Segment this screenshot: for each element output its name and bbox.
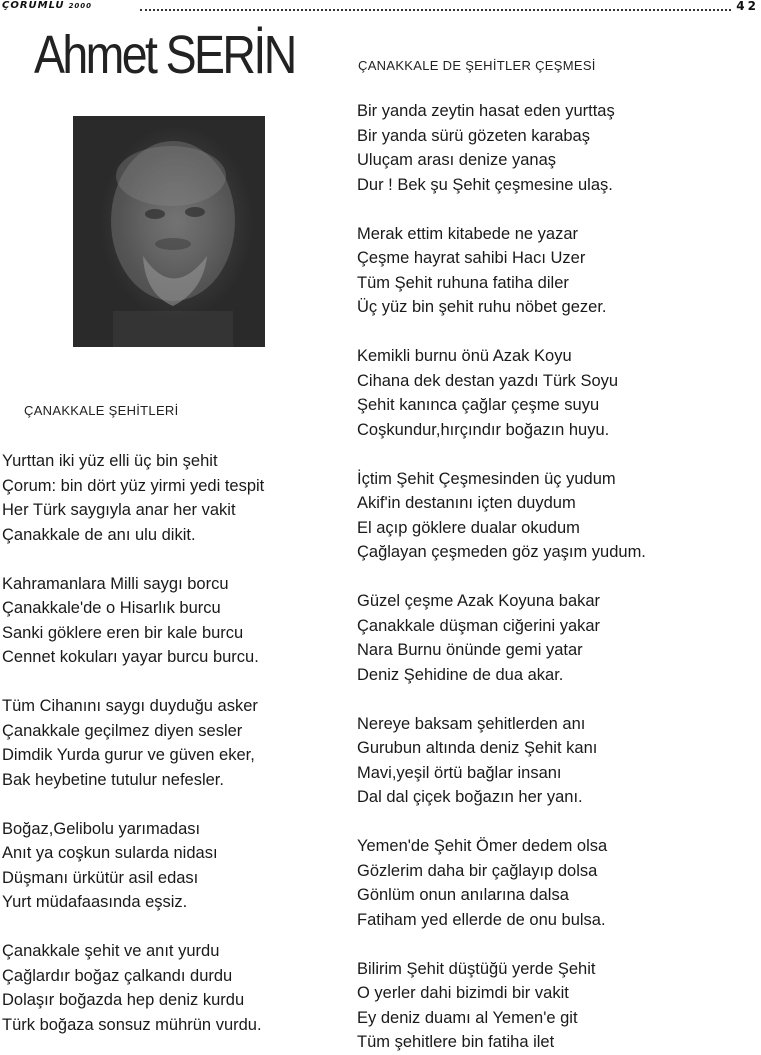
- poem-line: Güzel çeşme Azak Koyuna bakar: [357, 592, 601, 610]
- poem-line: Çanakkale'de o Hisarlık burcu: [2, 599, 221, 617]
- header-dotted-rule: [140, 9, 731, 11]
- poem-line: Bir yanda sürü gözeten karabaş: [357, 126, 590, 145]
- poem-line: Yurttan iki yüz elli üç bin şehit: [2, 452, 218, 470]
- poem-line: Çanakkale düşman ciğerini yakar: [357, 616, 601, 635]
- poem-line: Kahramanlara Milli saygı borcu: [2, 574, 229, 593]
- poem-line: Çanakkale geçilmez diyen sesler: [2, 721, 243, 740]
- poem-line: O yerler dahi bizimdi bir vakit: [357, 984, 569, 1002]
- poem-line: Bak heybetine tutulur nefesler.: [2, 770, 224, 789]
- masthead-title: ÇORUMLU: [2, 0, 65, 11]
- poem-line: Şehit kanınca çağlar çeşme suyu: [357, 396, 600, 414]
- poem-line: Cennet kokuları yayar burcu burcu.: [2, 648, 259, 666]
- masthead-year: 2000: [68, 2, 93, 10]
- poem-line: Tüm şehitlere bin fatiha ilet: [357, 1033, 555, 1051]
- stanza: [357, 222, 646, 320]
- poem-canakkale-sehitleri: [2, 449, 264, 1037]
- poem-line: Gurubun altında deniz Şehit kanı: [357, 739, 598, 757]
- poem-line: Mavi,yeşil örtü bağlar insanı: [357, 763, 562, 782]
- stanza: [357, 467, 646, 565]
- poem-line: Yemen'de Şehit Ömer dedem olsa: [357, 837, 608, 855]
- poem-line: Çorum: bin dört yüz yirmi yedi tespit: [2, 476, 265, 495]
- poem-line: Deniz Şehidine de dua akar.: [357, 665, 564, 684]
- poem-line: Anıt ya coşkun sularda nidası: [2, 844, 218, 862]
- stanza: [357, 712, 646, 810]
- poem-line: Çeşme hayrat sahibi Hacı Uzer: [357, 249, 586, 267]
- poem-line: Her Türk saygıyla anar her vakit: [2, 501, 236, 519]
- poem-line: Tüm Cihanını saygı duyduğu asker: [2, 697, 258, 715]
- poem-line: Gönlüm onun anılarına dalsa: [357, 886, 569, 904]
- author-name: Ahmet SERİN: [34, 25, 295, 85]
- poem-line: Üç yüz bin şehit ruhu nöbet gezer.: [357, 298, 607, 316]
- poem-line: Bir yanda zeytin hasat eden yurttaş: [357, 102, 615, 120]
- stanza: [2, 449, 264, 547]
- poem-line: Türk boğaza sonsuz mührün vurdu.: [2, 1015, 262, 1034]
- poem-line: Cihana dek destan yazdı Türk Soyu: [357, 371, 619, 390]
- poem-line: Uluçam arası denize yanaş: [357, 151, 557, 169]
- stanza: [2, 939, 264, 1037]
- poem-title-sehitler-cesmesi: ÇANAKKALE DE ŞEHİTLER ÇEŞMESİ: [358, 58, 596, 73]
- poem-line: Düşmanı ürkütür asil edası: [2, 868, 199, 887]
- poem-line: El açıp göklere dualar okudum: [357, 518, 580, 537]
- poem-line: Dolaşır boğazda hep deniz kurdu: [2, 991, 245, 1009]
- stanza: [357, 99, 646, 197]
- poem-line: Bilirim Şehit düştüğü yerde Şehit: [357, 959, 596, 978]
- poem-line: Coşkundur,hırçındır boğazın huyu.: [357, 420, 610, 439]
- stanza: [357, 957, 646, 1055]
- poem-line: Fatiham yed ellerde de onu bulsa.: [357, 910, 606, 929]
- poem-line: Dur ! Bek şu Şehit çeşmesine ulaş.: [357, 175, 613, 194]
- poem-line: Çanakkale şehit ve anıt yurdu: [2, 942, 220, 960]
- poem-line: Tüm Şehit ruhuna fatiha diler: [357, 273, 569, 292]
- masthead: [2, 0, 92, 11]
- poem-line: Merak ettim kitabede ne yazar: [357, 224, 579, 243]
- stanza: [2, 694, 264, 792]
- poem-line: Kemikli burnu önü Azak Koyu: [357, 347, 572, 365]
- poem-line: Dimdik Yurda gurur ve güven eker,: [2, 746, 255, 764]
- poem-title-canakkale-sehitleri: ÇANAKKALE ŞEHİTLERİ: [24, 403, 179, 418]
- poem-line: Çağlardır boğaz çalkandı durdu: [2, 966, 233, 985]
- poem-line: Dal dal çiçek boğazın her yanı.: [357, 788, 583, 806]
- poem-sehitler-cesmesi: [357, 99, 646, 1055]
- poem-line: Çanakkale de anı ulu dikit.: [2, 525, 196, 544]
- poem-line: Yurt müdafaasında eşsiz.: [2, 893, 188, 911]
- page-header: [0, 0, 761, 16]
- portrait-photo: [73, 116, 265, 347]
- poem-line: Ey deniz duamı al Yemen'e git: [357, 1008, 578, 1027]
- poem-line: Gözlerim daha bir çağlayıp dolsa: [357, 861, 598, 880]
- poem-line: Boğaz,Gelibolu yarımadası: [2, 819, 201, 838]
- poem-line: Nereye baksam şehitlerden anı: [357, 714, 586, 733]
- stanza: [357, 344, 646, 442]
- portrait-photo-icon: [73, 116, 265, 347]
- poem-line: Çağlayan çeşmeden göz yaşım yudum.: [357, 543, 646, 561]
- poem-line: Akif'in destanını içten duydum: [357, 494, 576, 512]
- poem-line: Sanki göklere eren bir kale burcu: [2, 623, 244, 642]
- stanza: [357, 589, 646, 687]
- stanza: [357, 834, 646, 932]
- poem-line: İçtim Şehit Çeşmesinden üç yudum: [357, 469, 616, 488]
- poem-line: Nara Burnu önünde gemi yatar: [357, 641, 583, 659]
- page-number: 42: [736, 0, 759, 13]
- stanza: [2, 817, 264, 915]
- stanza: [2, 572, 264, 670]
